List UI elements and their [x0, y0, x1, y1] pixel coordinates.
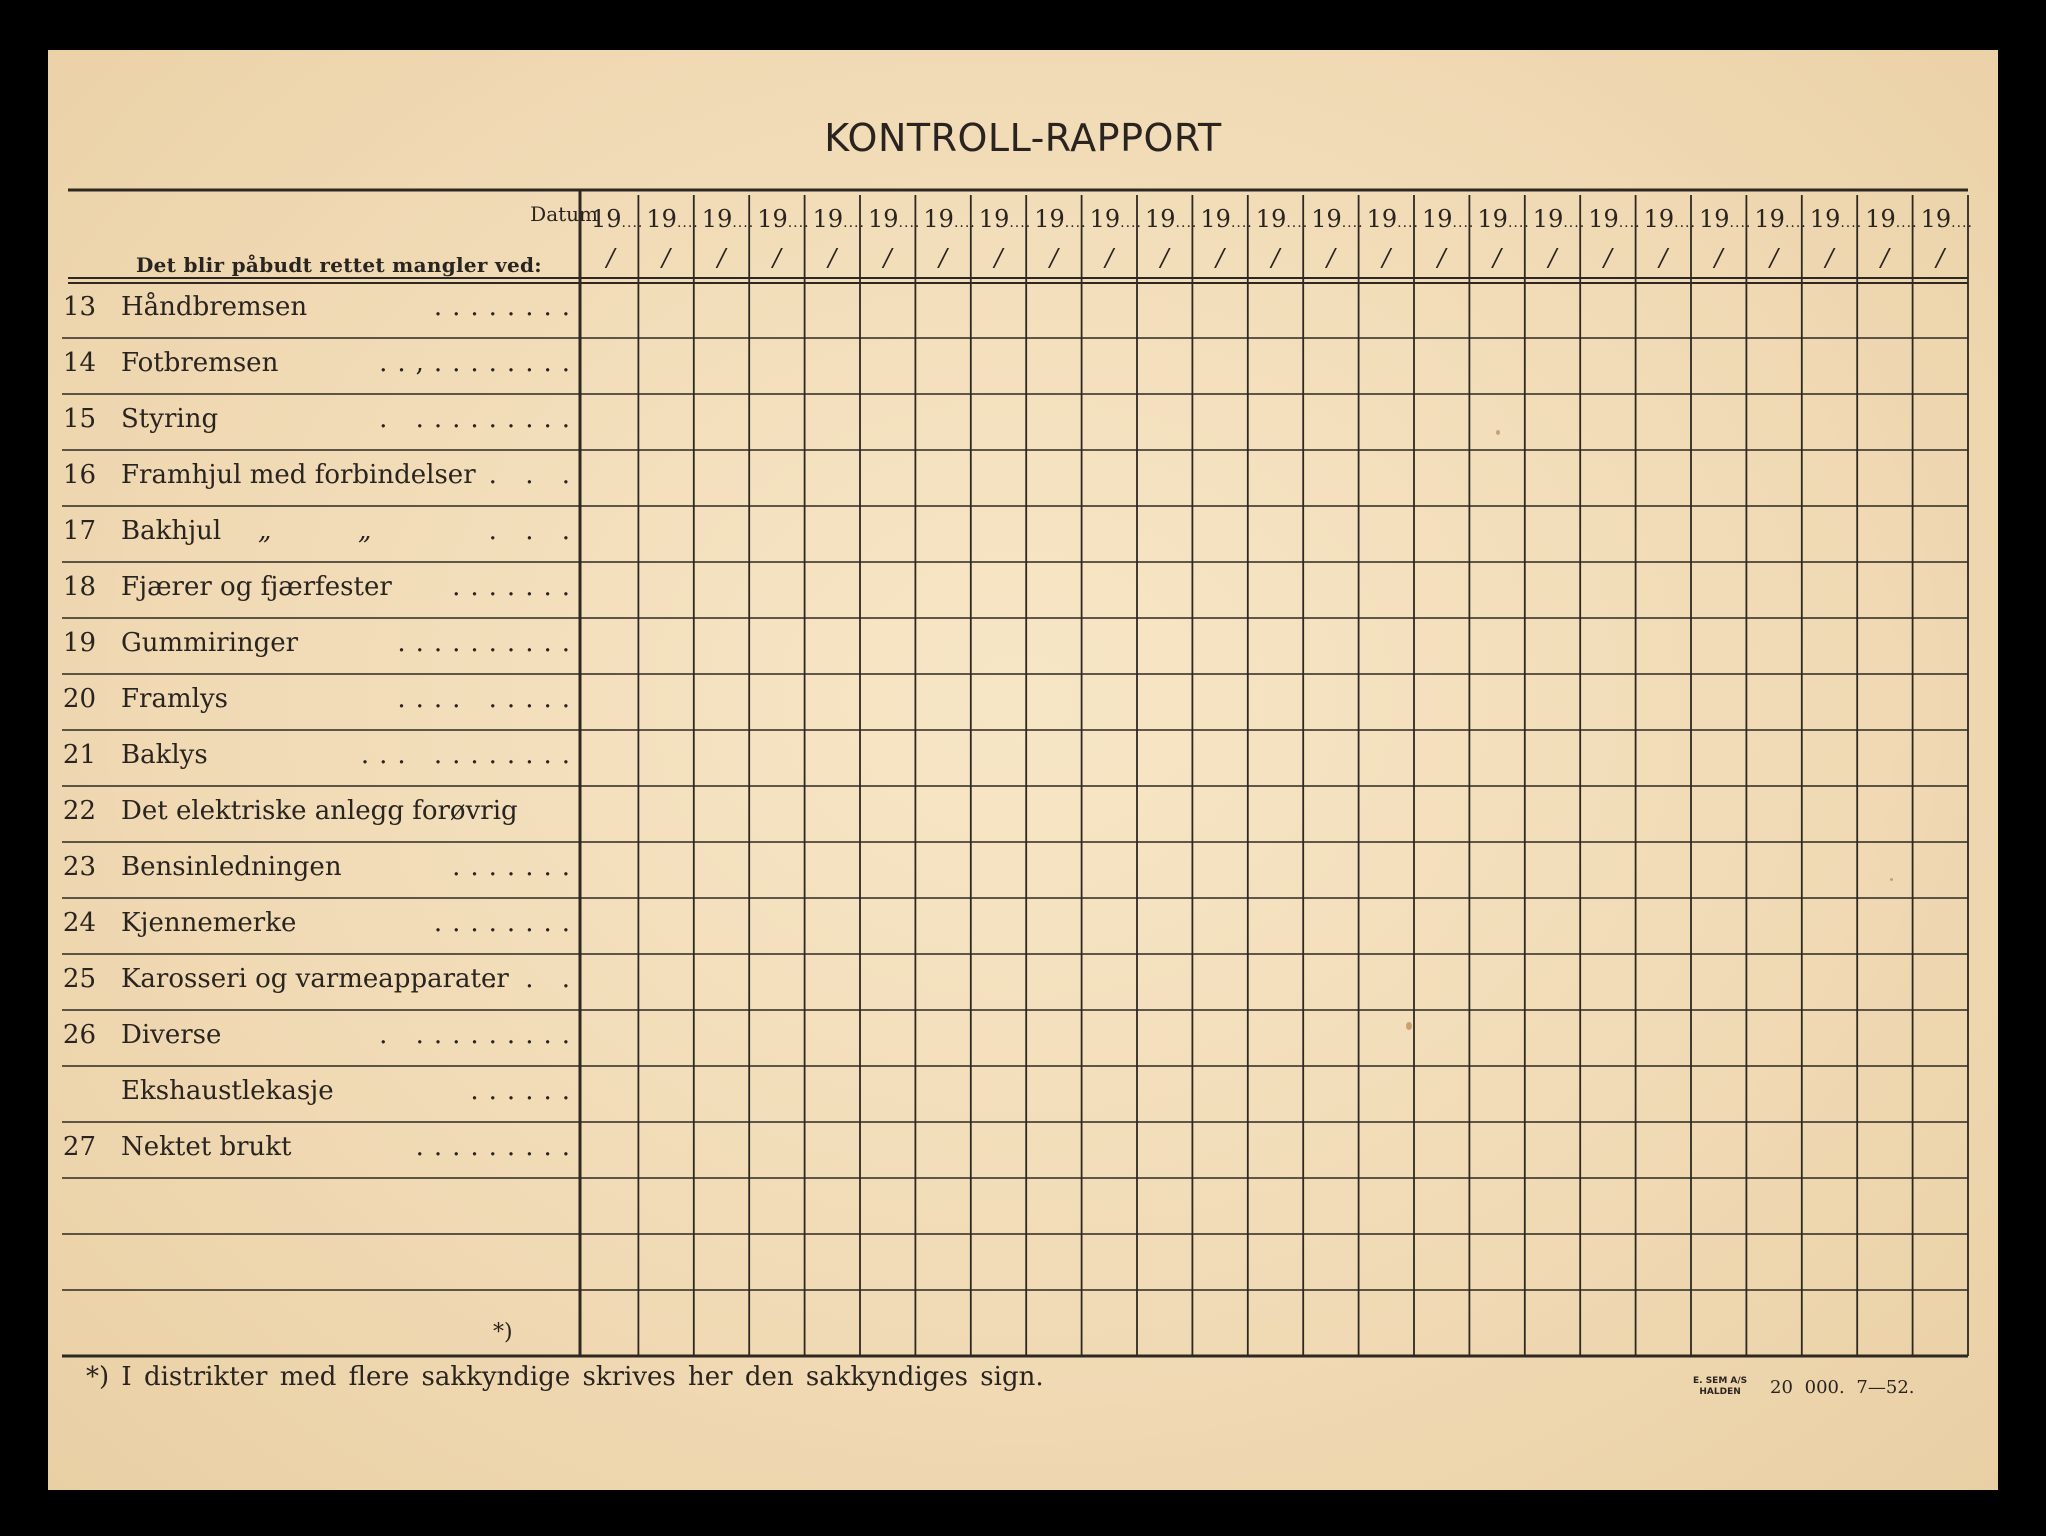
row-number: 25 [62, 964, 96, 994]
row-number: 14 [62, 348, 96, 378]
row-label: Kjennemerke [121, 908, 297, 938]
row-leader-dots: ....... [452, 572, 580, 602]
row-leader-dots: . . . [488, 964, 580, 994]
year-blank: .... [1951, 215, 1973, 231]
row-label: Fotbremsen [121, 348, 279, 378]
row-label: Nektet brukt [121, 1132, 292, 1162]
date-separator: / [1714, 244, 1723, 272]
instruction-label: Det blir påbudt rettet mangler ved: [136, 253, 542, 277]
year-blank: .... [621, 215, 644, 231]
paper-stain [1890, 878, 1893, 881]
row-leader-dots: ......... [415, 1132, 580, 1162]
row-label: Bakhjul [121, 516, 222, 546]
year-blank: .... [953, 215, 976, 231]
row-label: Diverse [121, 1020, 222, 1050]
year-prefix: 19 [978, 205, 1010, 233]
year-prefix: 19 [1920, 205, 1952, 233]
row-number: 23 [62, 852, 96, 882]
year-prefix: 19 [1034, 205, 1065, 233]
year-prefix: 19 [923, 205, 954, 233]
date-separator: / [883, 244, 892, 272]
year-prefix: 19 [1809, 205, 1841, 233]
date-separator: / [1493, 244, 1502, 272]
report-grid [48, 50, 1998, 1490]
row-label: Baklys [121, 740, 208, 770]
printer-imprint [1693, 1376, 1747, 1398]
year-blank: .... [1230, 215, 1253, 231]
date-separator: / [717, 244, 726, 272]
year-blank: .... [1120, 215, 1142, 231]
form-title: KONTROLL-RAPPORT [824, 116, 1222, 160]
year-prefix: 19 [646, 205, 677, 233]
ditto-mark: „ [358, 516, 372, 546]
year-prefix: 19 [1255, 205, 1287, 233]
print-run-info: 20 000. 7—52. [1770, 1377, 1915, 1398]
year-prefix: 19 [1311, 205, 1342, 233]
footnote: *) I distrikter med flere sakkyndige skrives her den sakkyndiges sign. [86, 1362, 1044, 1392]
date-separator: / [1603, 244, 1612, 272]
year-prefix: 19 [591, 205, 622, 233]
row-leader-dots: ..,........ [379, 348, 580, 378]
date-separator: / [1382, 244, 1391, 272]
date-separator: / [772, 244, 781, 272]
year-blank: .... [1507, 215, 1530, 231]
year-blank: .... [1175, 215, 1198, 231]
date-separator: / [1548, 244, 1557, 272]
year-prefix: 19 [1089, 205, 1121, 233]
year-prefix: 19 [1754, 205, 1785, 233]
row-label: Gummiringer [121, 628, 299, 658]
row-leader-dots: . . . [488, 516, 580, 546]
year-prefix: 19 [1865, 205, 1896, 233]
year-prefix: 19 [1643, 205, 1675, 233]
year-blank: .... [1729, 215, 1752, 231]
date-separator: / [828, 244, 837, 272]
row-label: Styring [121, 404, 219, 434]
row-leader-dots: .... ..... [397, 684, 580, 714]
year-prefix: 19 [1532, 205, 1564, 233]
year-prefix: 19 [868, 205, 899, 233]
year-blank: .... [1840, 215, 1863, 231]
row-leader-dots: ........ [433, 908, 580, 938]
paper-stain [1496, 430, 1500, 435]
row-number: 27 [62, 1132, 96, 1162]
year-blank: .... [1286, 215, 1309, 231]
date-separator: / [994, 244, 1003, 272]
row-number: 15 [62, 404, 96, 434]
row-leader-dots: . . . [488, 460, 580, 490]
row-number: 19 [62, 628, 96, 658]
year-prefix: 19 [1477, 205, 1508, 233]
date-separator: / [1105, 244, 1114, 272]
year-blank: .... [676, 215, 699, 231]
row-leader-dots: .......... [397, 628, 580, 658]
date-separator: / [1936, 244, 1945, 272]
year-blank: .... [1452, 215, 1475, 231]
year-blank: .... [1064, 215, 1087, 231]
printer-city: HALDEN [1699, 1387, 1741, 1397]
row-number: 17 [62, 516, 96, 546]
row-label: Det elektriske anlegg forøvrig [121, 796, 518, 826]
row-number: 21 [62, 740, 96, 770]
year-prefix: 19 [1200, 205, 1231, 233]
year-blank: .... [1397, 215, 1419, 231]
row-label: Bensinledningen [121, 852, 342, 882]
row-number: 24 [62, 908, 96, 938]
year-prefix: 19 [1588, 205, 1619, 233]
date-separator: / [1049, 244, 1058, 272]
year-blank: .... [732, 215, 755, 231]
date-separator: / [1216, 244, 1225, 272]
year-prefix: 19 [701, 205, 733, 233]
row-leader-dots: ....... [452, 852, 580, 882]
year-prefix: 19 [1366, 205, 1398, 233]
date-separator: / [1326, 244, 1335, 272]
year-prefix: 19 [812, 205, 844, 233]
printer-name: E. SEM A/S [1693, 1376, 1748, 1386]
signature-marker: *) [493, 1320, 513, 1345]
row-number: 13 [62, 292, 96, 322]
row-number: 18 [62, 572, 96, 602]
row-number: 20 [62, 684, 96, 714]
datum-label: Datum [530, 202, 598, 226]
date-separator: / [1825, 244, 1834, 272]
date-separator: / [1880, 244, 1889, 272]
year-blank: .... [1563, 215, 1586, 231]
year-blank: .... [1784, 215, 1807, 231]
row-label: Framhjul med forbindelser [121, 460, 476, 490]
date-separator: / [1160, 244, 1169, 272]
row-number: 22 [62, 796, 96, 826]
year-blank: .... [1895, 215, 1918, 231]
date-separator: / [662, 244, 671, 272]
row-leader-dots: ... ........ [360, 740, 580, 770]
year-blank: .... [1009, 215, 1032, 231]
row-leader-dots: ...... [470, 1076, 580, 1106]
year-blank: .... [1674, 215, 1696, 231]
row-label: Håndbremsen [121, 292, 308, 322]
date-separator: / [939, 244, 948, 272]
date-separator: / [1659, 244, 1668, 272]
year-blank: .... [1341, 215, 1364, 231]
year-prefix: 19 [757, 205, 788, 233]
inspection-report-card [48, 50, 1998, 1490]
year-prefix: 19 [1422, 205, 1453, 233]
row-leader-dots: . ......... [379, 404, 580, 434]
date-separator: / [1437, 244, 1446, 272]
row-number: 16 [62, 460, 96, 490]
date-separator: / [1271, 244, 1280, 272]
row-leader-dots: . ......... [379, 1020, 580, 1050]
year-blank: .... [787, 215, 810, 231]
year-blank: .... [1618, 215, 1641, 231]
row-label: Ekshaustlekasje [121, 1076, 334, 1106]
date-separator: / [1770, 244, 1779, 272]
row-number: 26 [62, 1020, 96, 1050]
year-blank: .... [898, 215, 921, 231]
year-prefix: 19 [1145, 205, 1176, 233]
paper-stain [1406, 1022, 1412, 1030]
row-label: Framlys [121, 684, 228, 714]
date-separator: / [606, 244, 615, 272]
ditto-mark: „ [258, 516, 272, 546]
row-leader-dots: ........ [433, 292, 580, 322]
row-label: Fjærer og fjærfester [121, 572, 392, 602]
year-prefix: 19 [1699, 205, 1730, 233]
row-label: Karosseri og varmeapparater [121, 964, 509, 994]
year-blank: .... [843, 215, 865, 231]
